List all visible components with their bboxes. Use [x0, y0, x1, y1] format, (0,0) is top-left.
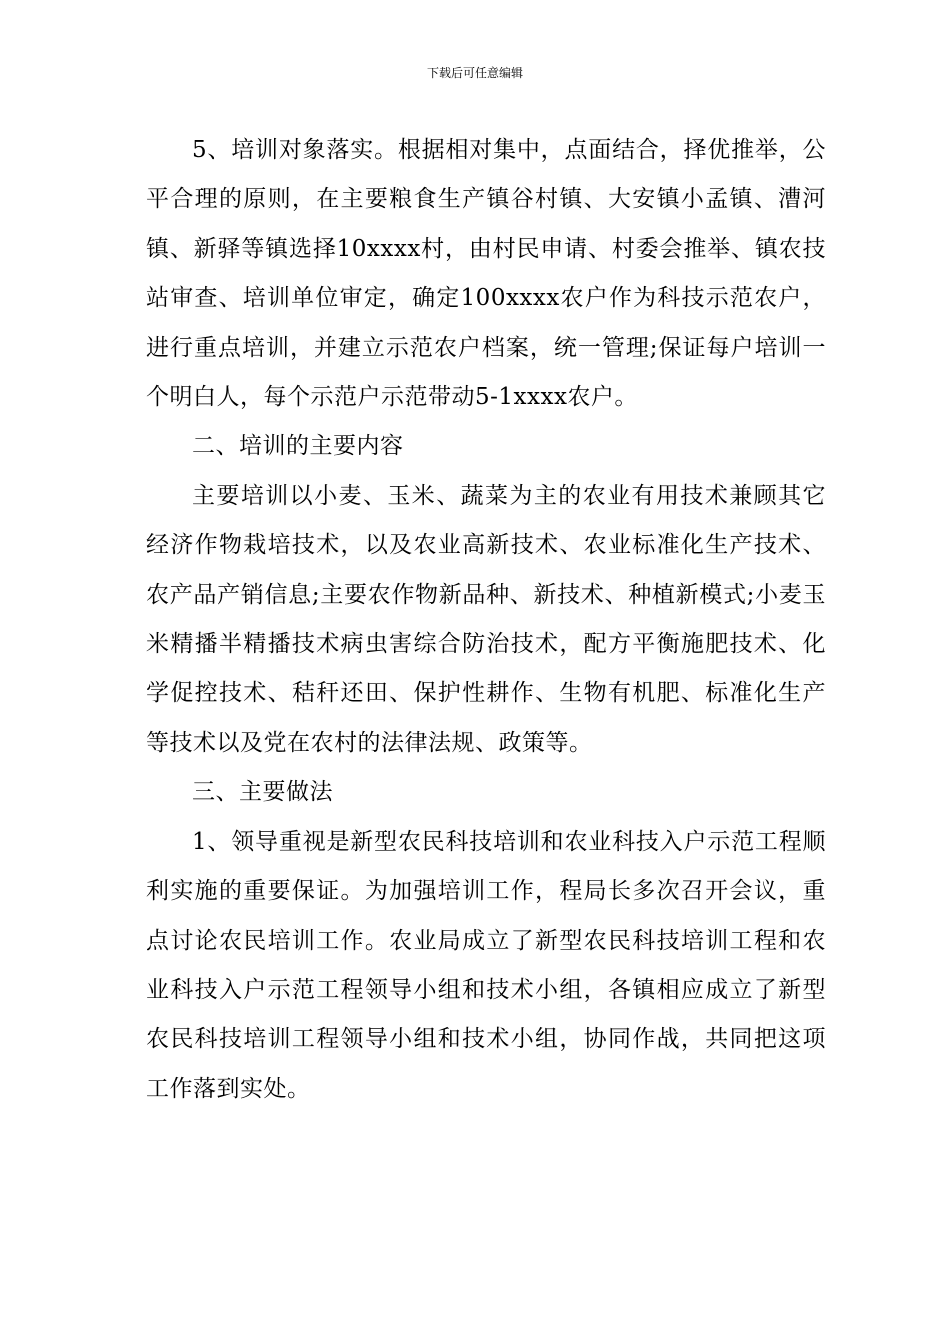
paragraph-leadership: 1、领导重视是新型农民科技培训和农业科技入户示范工程顺利实施的重要保证。为加强培训工作，程局长多次召开会议，重点讨论农民培训工作。农业局成立了新型农民科技培训工程和农业科技入户示范工程领导小组和技术小组，各镇相应成立了新型农民科技培训工程领导小组和技术小组，协同作战，共同把这项工作落到实处。	[146, 828, 826, 1102]
section-heading-main-methods: 三、主要做法	[192, 779, 333, 806]
paragraph-training-targets: 5、培训对象落实。根据相对集中，点面结合，择优推举，公平合理的原则，在主要粮食生产镇谷村镇、大安镇小孟镇、漕河镇、新驿等镇选择10xxxx村，由村民申请、村委会推举、镇农技站审查、培训单位审定，确定100xxxx农户作为科技示范农户，进行重点培训，并建立示范农户档案，统一管理;保证每户培训一个明白人，每个示范户示范带动5-1xxxx农户。	[146, 137, 826, 411]
section-heading-main-content: 二、培训的主要内容	[192, 433, 404, 460]
header-note: 下载后可任意编辑	[426, 66, 523, 80]
document-body	[146, 126, 826, 1114]
paragraph-main-content: 主要培训以小麦、玉米、蔬菜为主的农业有用技术兼顾其它经济作物栽培技术，以及农业高新技术、农业标准化生产技术、农产品产销信息;主要农作物新品种、新技术、种植新模式;小麦玉米精播半精播技术病虫害综合防治技术，配方平衡施肥技术、化学促控技术、秸秆还田、保护性耕作、生物有机肥、标准化生产等技术以及党在农村的法律法规、政策等。	[146, 482, 826, 756]
